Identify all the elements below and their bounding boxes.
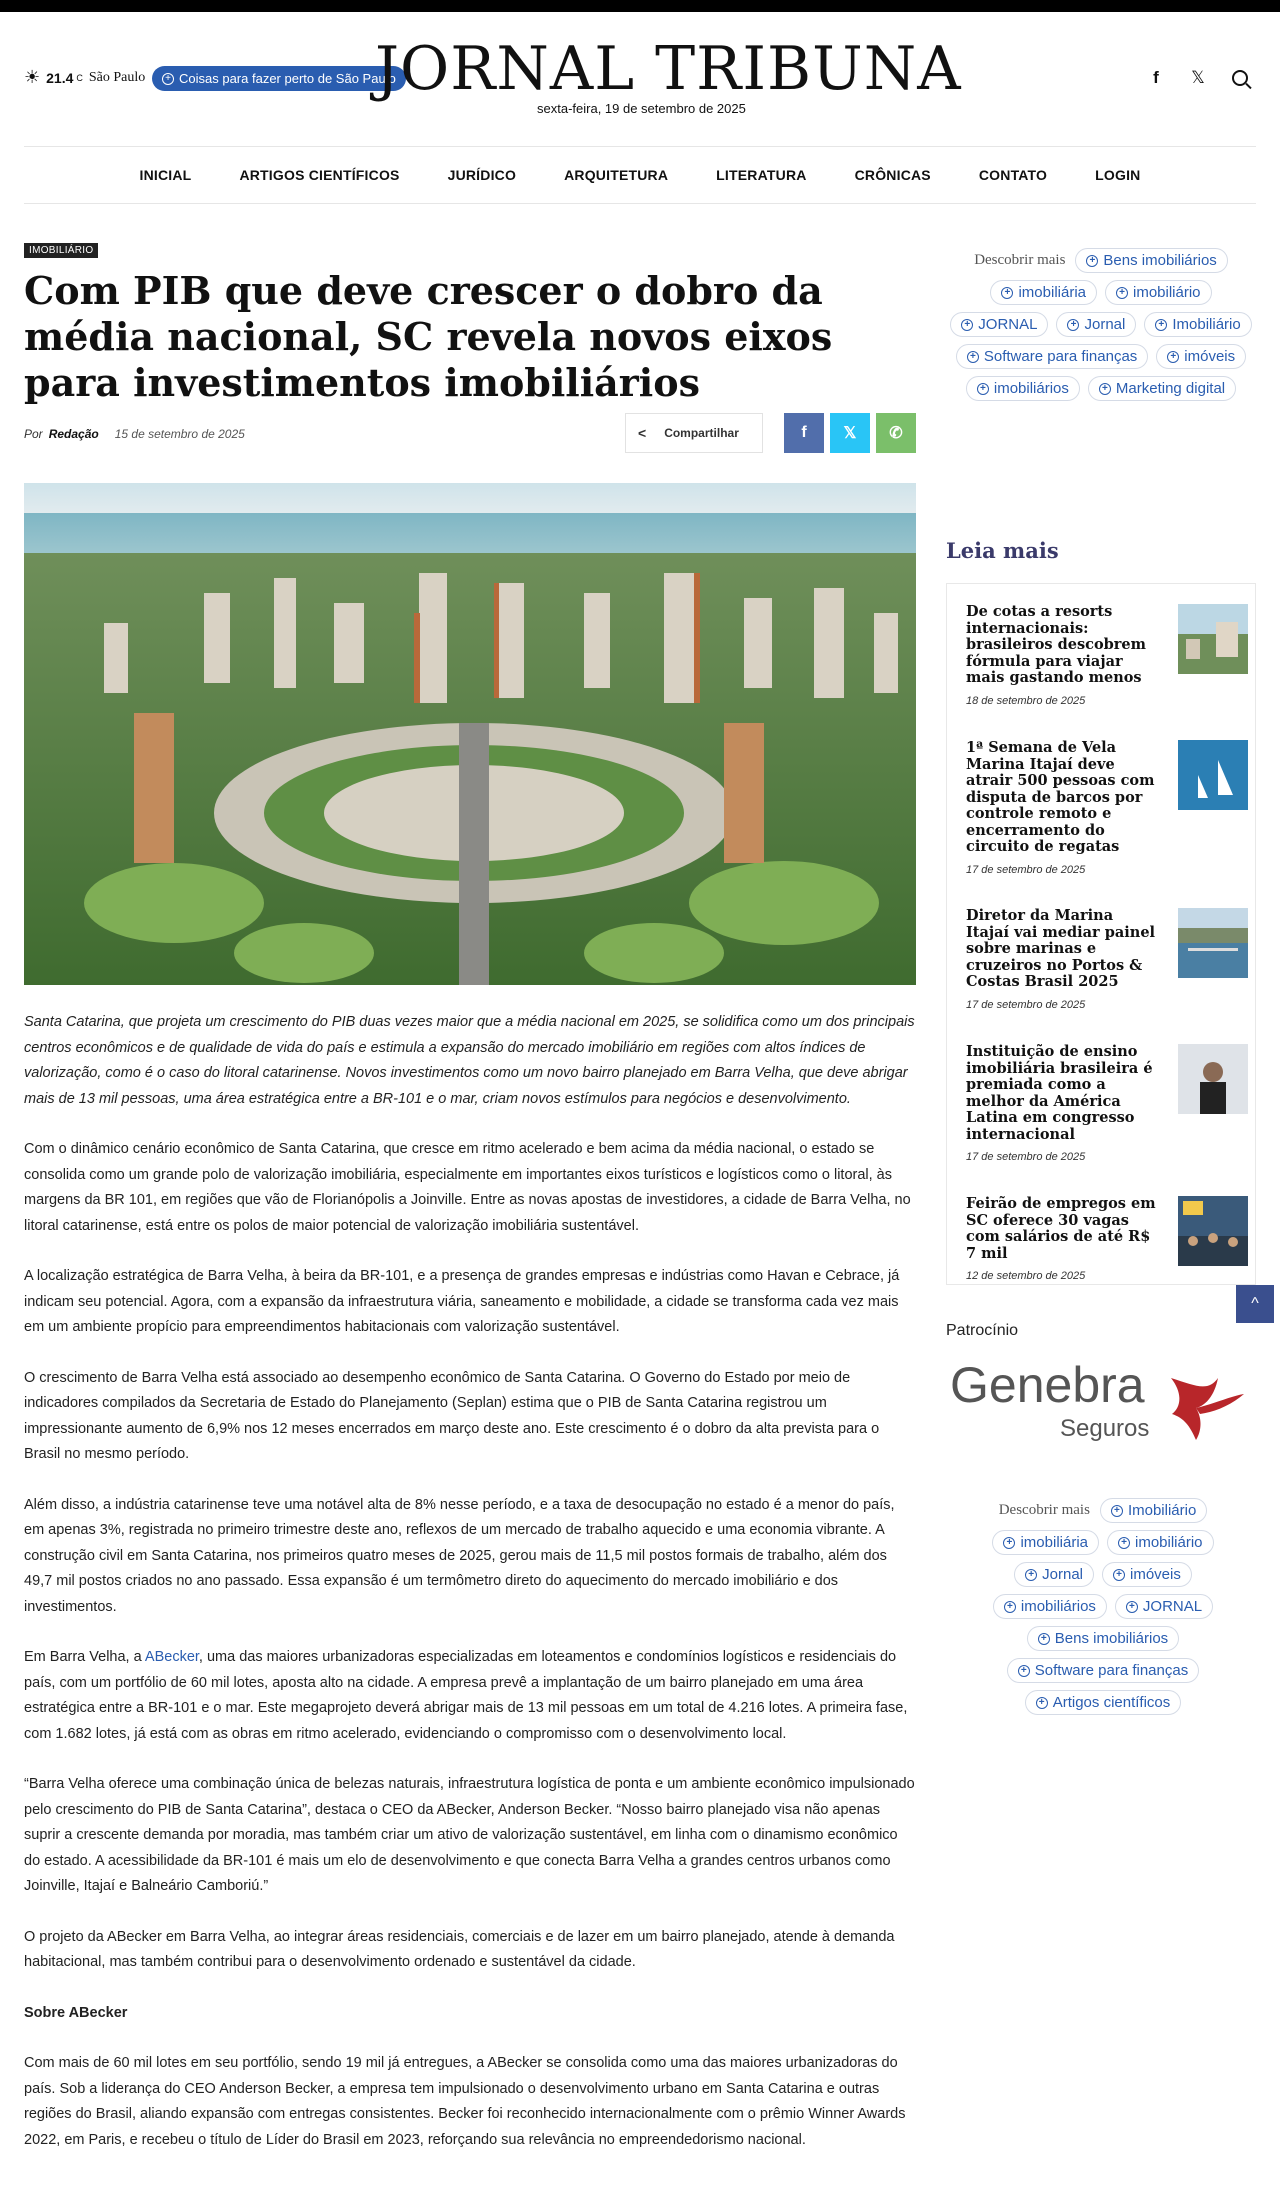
plus-circle-icon: + xyxy=(1116,287,1128,299)
plus-circle-icon: + xyxy=(1036,1697,1048,1709)
plus-circle-icon: + xyxy=(1126,1601,1138,1613)
thumbnail-image[interactable] xyxy=(1178,908,1248,978)
tag-pill[interactable] xyxy=(1102,1562,1192,1587)
nav-item-artigos[interactable]: ARTIGOS CIENTÍFICOS xyxy=(239,167,400,183)
tag-pill[interactable] xyxy=(1156,344,1246,369)
discover-tags-bottom xyxy=(972,1498,1234,1715)
paragraph-text: Em Barra Velha, a xyxy=(24,1649,145,1665)
facebook-icon[interactable]: f xyxy=(1153,68,1159,87)
header-social-links xyxy=(1148,68,1248,88)
thumbnail-image[interactable] xyxy=(1178,1044,1248,1114)
tag-label: JORNAL xyxy=(1142,1598,1203,1615)
list-item-date: 12 de setembro de 2025 xyxy=(966,1270,1086,1282)
list-item-date: 18 de setembro de 2025 xyxy=(966,694,1086,707)
tag-label: Artigos científicos xyxy=(1052,1694,1171,1711)
list-item-title[interactable]: Feirão de empregos em SC oferece 30 vagas com salários de até R$ 7 mil xyxy=(966,1195,1156,1262)
share-x-button[interactable] xyxy=(830,413,870,453)
tag-pill[interactable] xyxy=(956,344,1148,369)
plus-circle-icon: + xyxy=(1111,1505,1123,1517)
list-item[interactable] xyxy=(966,1196,1248,1282)
tag-label: Software para finanças xyxy=(1034,1662,1189,1679)
plus-circle-icon: + xyxy=(162,73,174,85)
tag-label: Bens imobiliários xyxy=(1103,252,1217,269)
paragraph: O projeto da ABecker em Barra Velha, ao integrar áreas residenciais, comerciais e de lazer em um bairro planejado, atende à demanda habitacional, mas também contribui para o desenvolvimento ordenado e sustentável da cidade. xyxy=(24,1928,895,1970)
tag-pill[interactable] xyxy=(1075,248,1227,273)
tag-label: Imobiliário xyxy=(1172,316,1241,333)
genebra-seguros-logo xyxy=(946,1348,1256,1458)
nav-item-contato[interactable]: CONTATO xyxy=(978,167,1048,183)
section-heading: Sobre ABecker xyxy=(24,2004,128,2021)
tag-label: Marketing digital xyxy=(1115,380,1226,397)
list-item[interactable] xyxy=(966,908,1248,1011)
plus-circle-icon: + xyxy=(1067,319,1079,331)
list-item-date: 17 de setembro de 2025 xyxy=(966,1151,1086,1163)
share-label: Compartilhar xyxy=(664,426,739,440)
x-icon: 𝕏 xyxy=(843,425,857,442)
tag-pill[interactable] xyxy=(1088,376,1236,401)
plus-circle-icon: + xyxy=(1003,1537,1015,1549)
tag-pill[interactable] xyxy=(992,1530,1099,1555)
share-button[interactable] xyxy=(625,413,763,453)
plus-circle-icon: + xyxy=(1118,1537,1130,1549)
plus-circle-icon: + xyxy=(961,319,973,331)
article-title: Com PIB que deve crescer o dobro da média nacional, SC revela novos eixos para investimentos imobiliários xyxy=(24,268,833,405)
paragraph: Além disso, a indústria catarinense teve uma notável alta de 8% nesse período, e a taxa de desocupação no estado é a menor do país, em apenas 3%, registrada no primeiro trimestre deste ano, reflexos de um mercado de trabalho aquecido e uma economia vibrante. A construção civil em Santa Catarina, nos primeiros quatro meses de 2025, gerou mais de 11,5 mil postos formais de trabalho, além dos 49,7 mil postos criados no ano passado. Essa expansão é um termômetro direto do aquecimento do mercado imobiliário e dos investimentos. xyxy=(24,1496,895,1615)
top-black-bar xyxy=(0,0,1280,12)
list-item-title[interactable]: Instituição de ensino imobiliária brasileira é premiada como a melhor da América Latina em congresso internacional xyxy=(966,1043,1153,1143)
x-icon[interactable]: 𝕏 xyxy=(1191,68,1205,87)
leia-mais-list xyxy=(946,583,1256,1285)
nav-item-inicial[interactable]: INICIAL xyxy=(139,167,192,183)
weather-unit: C xyxy=(76,72,83,83)
back-to-top-button[interactable]: ^ xyxy=(1236,1285,1274,1323)
nav-item-juridico[interactable]: JURÍDICO xyxy=(447,167,517,183)
paragraph: A localização estratégica de Barra Velha, à beira da BR-101, e a presença de grandes empresas e indústrias como Havan e Cebrace, já indicam seu potencial. Agora, com a expansão da infraestrutura viária, saneamento e mobilidade, a cidade se transforma cada vez mais em um ambiente propício para empreendimentos habitacionais com valorização sustentável. xyxy=(24,1268,900,1335)
list-item-title[interactable]: 1ª Semana de Vela Marina Itajaí deve atrair 500 pessoas com disputa de barcos por controle remoto e encerramento do circuito de regatas xyxy=(966,739,1155,855)
tag-pill[interactable] xyxy=(950,312,1048,337)
list-item[interactable] xyxy=(966,740,1248,876)
share-whatsapp-button[interactable] xyxy=(876,413,916,453)
tag-pill[interactable] xyxy=(1007,1658,1199,1683)
paragraph: O crescimento de Barra Velha está associado ao desempenho econômico de Santa Catarina. O Governo do Estado por meio de indicadores compilados da Secretaria de Estado do Planejamento (Seplan) estima que o PIB de Santa Catarina registrou um impressionante aumento de 6,9% nos 12 meses encerrados em março deste ano. Este crescimento é o dobro da alta prevista para o Brasil no mesmo período. xyxy=(24,1369,880,1462)
plus-circle-icon: + xyxy=(967,351,979,363)
resort-thumbnail xyxy=(1178,604,1248,674)
plus-circle-icon: + xyxy=(1025,1569,1037,1581)
promo-pill[interactable] xyxy=(152,66,406,91)
tag-label: imobiliários xyxy=(1020,1598,1096,1615)
tag-label: imobiliária xyxy=(1020,1534,1088,1551)
tag-pill[interactable] xyxy=(1027,1626,1179,1651)
plus-circle-icon: + xyxy=(1018,1665,1030,1677)
paragraph: “Barra Velha oferece uma combinação única de belezas naturais, infraestrutura logística de ponta e um ambiente econômico impulsionado pelo crescimento do PIB de Santa Catarina”, destaca o CEO da ABecker, Anderson Becker. “Nosso bairro planejado visa não apenas suprir a crescente demanda por moradia, mas também criar um ativo de valorização sustentável, em linha com o dinamismo econômico do estado. A acessibilidade da BR-101 é mais um elo de desenvolvimento e que conecta Barra Velha a grandes centros urbanos como Joinville, Itajaí e Balneário Camboriú.” xyxy=(24,1776,915,1894)
tag-label: Jornal xyxy=(1084,316,1126,333)
thumbnail-image[interactable] xyxy=(1178,1196,1248,1266)
tag-pill[interactable] xyxy=(1014,1562,1094,1587)
abecker-link[interactable]: ABecker xyxy=(144,1649,199,1665)
main-nav xyxy=(24,146,1256,204)
tag-label: Jornal xyxy=(1042,1566,1083,1583)
sponsor-name: Genebra xyxy=(950,1357,1145,1413)
tag-label: imóveis xyxy=(1130,1566,1181,1583)
thumbnail-image[interactable] xyxy=(1178,740,1248,810)
list-item[interactable] xyxy=(966,1044,1248,1163)
paragraph: Com mais de 60 mil lotes em seu portfólio, sendo 19 mil já entregues, a ABecker se consolida como uma das maiores urbanizadoras do país. Sob a liderança do CEO Anderson Becker, a empresa tem impulsionado o desenvolvimento urbano em Santa Catarina e outras regiões do Brasil, aliando expansão com entregas consistentes. Becker foi reconhecido internacionalmente com o prêmio Winner Awards 2022, em Paris, e recebeu o título de Líder do Brasil em 2023, reforçando sua relevância no empreendedorismo nacional. xyxy=(24,2055,906,2148)
tag-pill[interactable] xyxy=(1025,1690,1182,1715)
tag-pill[interactable] xyxy=(1100,1498,1207,1523)
tag-label: Bens imobiliários xyxy=(1054,1630,1169,1647)
tag-label: Imobiliário xyxy=(1127,1502,1197,1519)
article-body xyxy=(24,1010,916,2178)
plus-circle-icon: + xyxy=(1001,287,1013,299)
author-link[interactable]: Redação xyxy=(48,427,99,441)
sponsor-logo[interactable] xyxy=(946,1348,1256,1458)
marina-thumbnail xyxy=(1178,908,1248,978)
weather-temp: 21.4 xyxy=(46,69,74,86)
tag-label: imobiliária xyxy=(1018,284,1086,301)
nav-item-arquitetura[interactable]: ARQUITETURA xyxy=(564,167,669,183)
weather-widget xyxy=(24,67,145,88)
plus-circle-icon: + xyxy=(977,383,989,395)
discover-label: Descobrir mais xyxy=(974,252,1066,268)
tag-pill[interactable] xyxy=(993,1594,1107,1619)
plus-circle-icon: + xyxy=(1004,1601,1016,1613)
leia-mais-heading: Leia mais xyxy=(946,538,1059,563)
plus-circle-icon: + xyxy=(1113,1569,1125,1581)
nav-item-literatura[interactable]: LITERATURA xyxy=(716,167,807,183)
byline xyxy=(24,427,245,441)
tag-label: imóveis xyxy=(1184,348,1236,365)
discover-label: Descobrir mais xyxy=(998,1502,1090,1518)
award-person-thumbnail xyxy=(1178,1044,1248,1114)
search-icon[interactable] xyxy=(1232,70,1248,86)
nav-item-login[interactable]: LOGIN xyxy=(1095,167,1141,183)
tag-label: imobiliário xyxy=(1133,284,1201,301)
list-item-date: 17 de setembro de 2025 xyxy=(966,998,1086,1011)
tag-pill[interactable] xyxy=(1144,312,1251,337)
article-hero-image xyxy=(24,483,916,985)
paragraph: Com o dinâmico cenário econômico de Santa Catarina, que cresce em ritmo acelerado e bem acima da média nacional, o estado se consolida como um grande polo de valorização imobiliária, especialmente em importantes eixos turísticos e logísticos como o litoral, às margens da BR 101, em regiões que vão de Florianópolis a Joinville. Entre as novas apostas de investidores, a cidade de Barra Velha, no litoral catarinense, está entre os polos de maior potencial de valorização imobiliária sustentável. xyxy=(24,1141,911,1234)
list-item-date: 17 de setembro de 2025 xyxy=(966,863,1086,876)
facebook-icon: f xyxy=(801,424,807,441)
thumbnail-image[interactable] xyxy=(1178,604,1248,674)
plus-circle-icon: + xyxy=(1167,351,1179,363)
tag-pill[interactable] xyxy=(1105,280,1212,305)
tag-label: JORNAL xyxy=(978,316,1038,333)
promo-pill-label: Coisas para fazer perto de São Paulo xyxy=(179,71,396,86)
tag-label: Software para finanças xyxy=(983,348,1138,365)
plus-circle-icon: + xyxy=(1086,255,1098,267)
tag-label: imobiliário xyxy=(1135,1534,1203,1551)
site-logo[interactable]: JORNAL TRIBUNA xyxy=(375,34,962,104)
plus-circle-icon: + xyxy=(1099,383,1111,395)
sailboats-thumbnail xyxy=(1178,740,1248,810)
share-facebook-button[interactable] xyxy=(784,413,824,453)
tag-pill[interactable] xyxy=(990,280,1097,305)
tag-label: imobiliários xyxy=(993,380,1069,397)
category-badge[interactable]: IMOBILIÁRIO xyxy=(24,243,98,258)
job-fair-thumbnail xyxy=(1178,1196,1248,1266)
share-icon: < xyxy=(638,425,647,441)
article-lead: Santa Catarina, que projeta um crescimento do PIB duas vezes maior que a média nacional em 2025, se solidifica como um dos principais centros econômicos e de qualidade de vida do país e estimula a expansão do mercado imobiliário em regiões com altos índices de valorização, como é o caso do litoral catarinense. Novos investimentos como um novo bairro planejado em Barra Velha, que deve abrigar mais de 13 mil pessoas, uma área estratégica entre a BR-101 e o mar, criam novos estímulos para negócios e desenvolvimento. xyxy=(24,1014,915,1107)
plus-circle-icon: + xyxy=(1155,319,1167,331)
sponsor-heading: Patrocínio xyxy=(946,1322,1019,1339)
list-item[interactable] xyxy=(966,604,1248,707)
paragraph-text: , uma das maiores urbanizadoras especializadas em loteamentos e condomínios logísticos e residenciais do país, com um portfólio de 60 mil lotes, aposta alto na cidade. A empresa prevê a implantação de um bairro planejado em uma área estratégica entre a BR-101 e o mar. Este megaprojeto deverá abrigar mais de 13 mil pessoas em um total de 4.216 lotes. A primeira fase, com 1.682 lotes, já está com as obras em ritmo acelerado, evidenciando o compromisso com o desenvolvimento local. xyxy=(24,1649,908,1742)
plus-circle-icon: + xyxy=(1038,1633,1050,1645)
nav-item-cronicas[interactable]: CRÔNICAS xyxy=(854,167,931,183)
tag-pill[interactable] xyxy=(966,376,1080,401)
byline-prefix: Por xyxy=(24,427,43,441)
tag-pill[interactable] xyxy=(1107,1530,1214,1555)
sponsor-subtitle: Seguros xyxy=(1060,1415,1150,1442)
tag-pill[interactable] xyxy=(1115,1594,1213,1619)
discover-tags-top xyxy=(950,248,1252,401)
header-date: sexta-feira, 19 de setembro de 2025 xyxy=(537,101,746,116)
tag-pill[interactable] xyxy=(1056,312,1136,337)
weather-city: São Paulo xyxy=(88,69,146,85)
article-date: 15 de setembro de 2025 xyxy=(114,427,245,441)
list-item-title[interactable]: De cotas a resorts internacionais: brasileiros descobrem fórmula para viajar mais gastando menos xyxy=(966,603,1146,686)
whatsapp-icon: ✆ xyxy=(889,425,903,442)
paragraph xyxy=(24,1645,916,1747)
list-item-title[interactable]: Diretor da Marina Itajaí vai mediar painel sobre marinas e cruzeiros no Portos & Costas Brasil 2025 xyxy=(966,907,1156,990)
sun-icon: ☀ xyxy=(24,67,41,87)
city-rendering-illustration xyxy=(24,483,916,985)
